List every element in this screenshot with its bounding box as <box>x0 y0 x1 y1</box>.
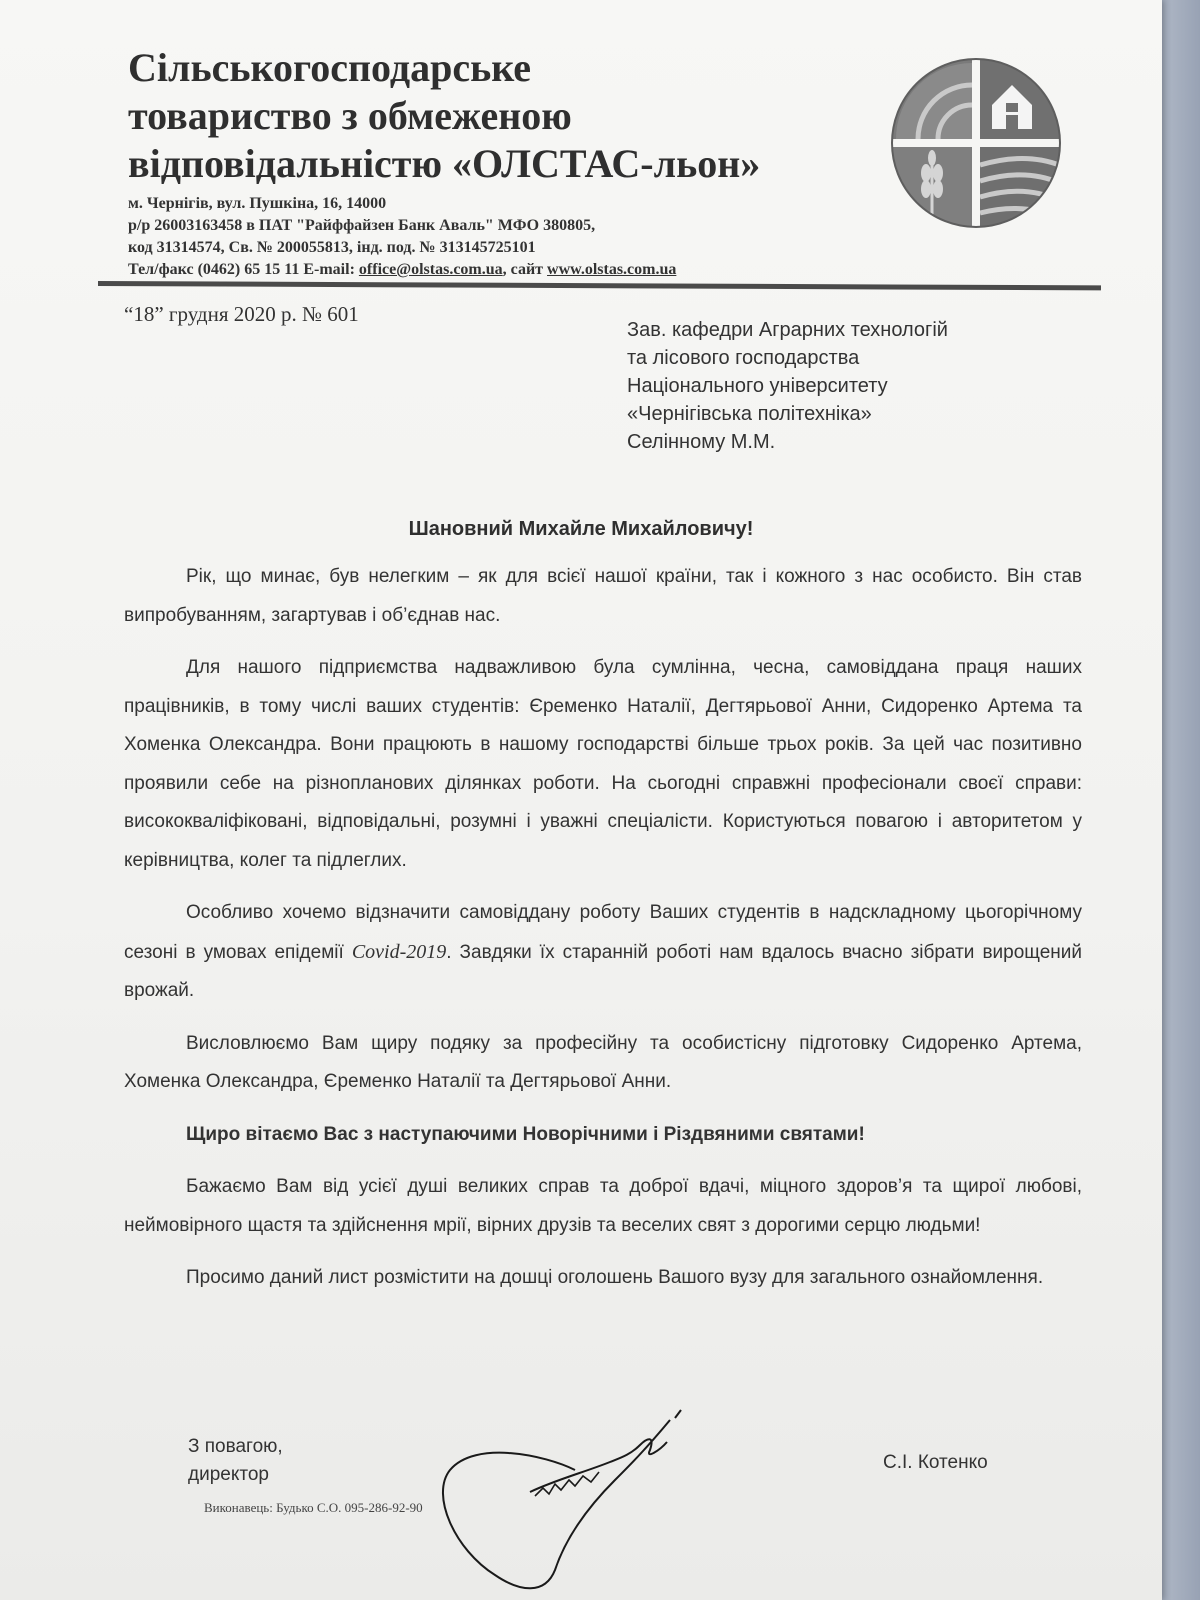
addressee-block <box>627 316 1057 456</box>
paragraph: Бажаємо Вам від усієї душі великих справ та доброї вдачі, міцного здоров’я та щирої любові, неймовірного щастя та здійснення мрії, вірних друзів та веселих свят з дорогими серцю людьми! <box>124 1176 1082 1236</box>
greeting-paragraph: Щиро вітаємо Вас з наступаючими Новорічними і Різдвяними святами! <box>186 1123 865 1145</box>
paragraph: Для нашого підприємства надважливою була сумлінна, чесна, самовіддана праця наших працівників, в тому числі ваших студентів: Єременко Наталії, Дегтярьової Анни, Сидоренко Артема та Хоменка Олександра. Вони працюють в нашому господарстві більше трьох років. За цей час позитивно проявили себе на різнопланових ділянках роботи. На сьогодні справжні професіонали своєї справи: висококваліфіковані, відповідальні, розумні і уважні спеціалісти. Користуються повагою і авторитетом у керівництва, колег та підлеглих. <box>124 657 1082 871</box>
contact-line <box>128 259 888 281</box>
company-logo <box>888 55 1064 231</box>
addressee-line: «Чернігівська політехніка» <box>627 403 872 425</box>
letter-body <box>124 558 1082 1312</box>
company-name-line: відповідальністю «ОЛСТАС-льон» <box>128 141 761 186</box>
paragraph: Висловлюємо Вам щиру подяку за професійну та особистісну підготовку Сидоренко Артема, Хоменка Олександра, Єременко Наталії та Дегтярьової Анни. <box>124 1032 1082 1092</box>
addressee-line: Селінному М.М. <box>627 431 776 453</box>
addressee-line: Національного університету <box>627 375 888 397</box>
company-address: м. Чернігів, вул. Пушкіна, 16, 14000 <box>128 195 387 212</box>
addressee-line: та лісового господарства <box>627 347 860 369</box>
company-name-line: товариство з обмеженою <box>128 93 572 138</box>
website-link[interactable]: www.olstas.com.ua <box>547 261 677 278</box>
email-link[interactable]: office@olstas.com.ua <box>358 261 503 278</box>
bank-details: р/р 26003163458 в ПАТ "Райффайзен Банк Аваль" МФО 380805, <box>128 217 596 234</box>
executor-line: Виконавець: Будько С.О. 095-286-92-90 <box>204 1500 423 1515</box>
letterhead-divider <box>98 281 1101 290</box>
site-prefix-text: , сайт <box>502 261 548 278</box>
paragraph-text: Особливо хочемо відзначити самовіддану роботу Ваших студентів в надскладному цьогорічному сезоні в умовах епідемії <box>124 902 1082 963</box>
director-name: С.І. Котенко <box>883 1452 988 1473</box>
handwritten-signature <box>435 1400 735 1600</box>
company-name-line: Сільськогосподарське <box>128 45 532 90</box>
closing-line: З повагою, <box>188 1436 283 1457</box>
company-contacts <box>128 193 888 281</box>
closing-line: директор <box>188 1464 269 1485</box>
salutation: Шановний Михайле Михайловичу! <box>408 518 754 540</box>
paragraph <box>124 894 1082 1011</box>
paragraph-text: . Завдяки їх старанній роботі нам вдалось вчасно зібрати вирощений врожай. <box>124 941 1083 1001</box>
phone-text: Тел/факс (0462) 65 15 11 E-mail: <box>128 261 359 278</box>
paragraph: Рік, що минає, був нелегким – як для всієї нашої країни, так і кожного з нас особисто. Він став випробуванням, загартував і об’єднав нас. <box>124 566 1082 626</box>
paragraph: Просимо даний лист розмістити на дошці оголошень Вашого вузу для загального ознайомлення. <box>186 1267 1044 1288</box>
paragraph-italic: Covid-2019 <box>351 940 447 963</box>
closing-block <box>188 1433 283 1489</box>
document-date-number: “18” грудня 2020 р. № 601 <box>124 302 359 326</box>
company-name <box>128 44 868 188</box>
registration-codes: код 31314574, Св. № 200055813, інд. под. № 313145725101 <box>128 239 536 256</box>
addressee-line: Зав. кафедри Аграрних технологій <box>627 319 948 341</box>
